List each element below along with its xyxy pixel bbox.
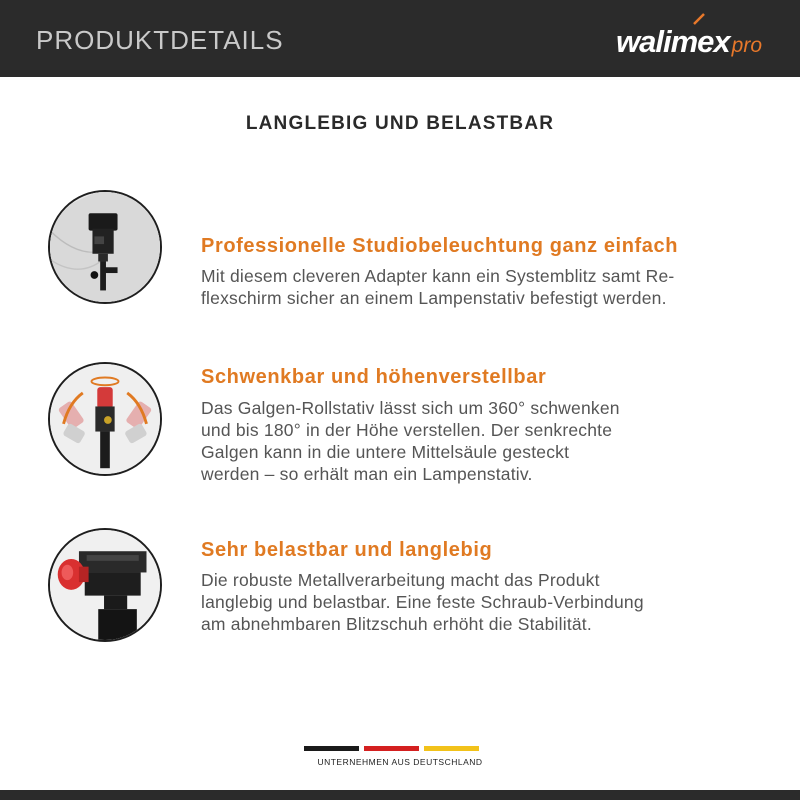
- brand-logo: [616, 16, 762, 60]
- header-bar: [0, 0, 800, 77]
- feature-description: Mit diesem cleveren Adapter kann ein Systemblitz samt Re- flexschirm sicher an einem Lampenstativ befestigt werden.: [201, 266, 675, 308]
- feature-title: Sehr belastbar und langlebig: [201, 539, 493, 561]
- feature-description: Das Galgen-Rollstativ lässt sich um 360° schwenken und bis 180° in der Höhe verstellen. Der senkrechte Galgen kann in die untere Mittelsäule gesteckt werden – so erhält man ein Lampenstativ.: [201, 398, 620, 484]
- section-heading: LANGLEBIG UND BELASTBAR: [245, 113, 555, 134]
- flag-stripe-gold: [424, 746, 479, 751]
- feature-title: Schwenkbar und höhenverstellbar: [201, 366, 547, 388]
- swivel-adapter-icon: [48, 362, 162, 476]
- footer-text: UNTERNEHMEN AUS DEUTSCHLAND: [317, 757, 483, 767]
- feature-description: Die robuste Metallverarbeitung macht das Produkt langlebig und belastbar. Eine feste Schraub-Verbindung am abnehmbaren Blitzschuh erhöht die Stabilität.: [201, 570, 644, 634]
- germany-flag-stripes: [304, 746, 479, 751]
- brand-swoosh-icon: [692, 12, 706, 26]
- page-title: PRODUKTDETAILS: [36, 25, 284, 55]
- flash-shoe-icon: [48, 528, 162, 642]
- feature-title: Professionelle Studiobeleuchtung ganz einfach: [201, 235, 679, 257]
- flash-umbrella-icon: [48, 190, 162, 304]
- brand-name: walimex: [616, 24, 730, 59]
- brand-pro: pro: [731, 34, 762, 57]
- flag-stripe-black: [304, 746, 359, 751]
- bottom-bar: [0, 790, 800, 800]
- flag-stripe-red: [364, 746, 419, 751]
